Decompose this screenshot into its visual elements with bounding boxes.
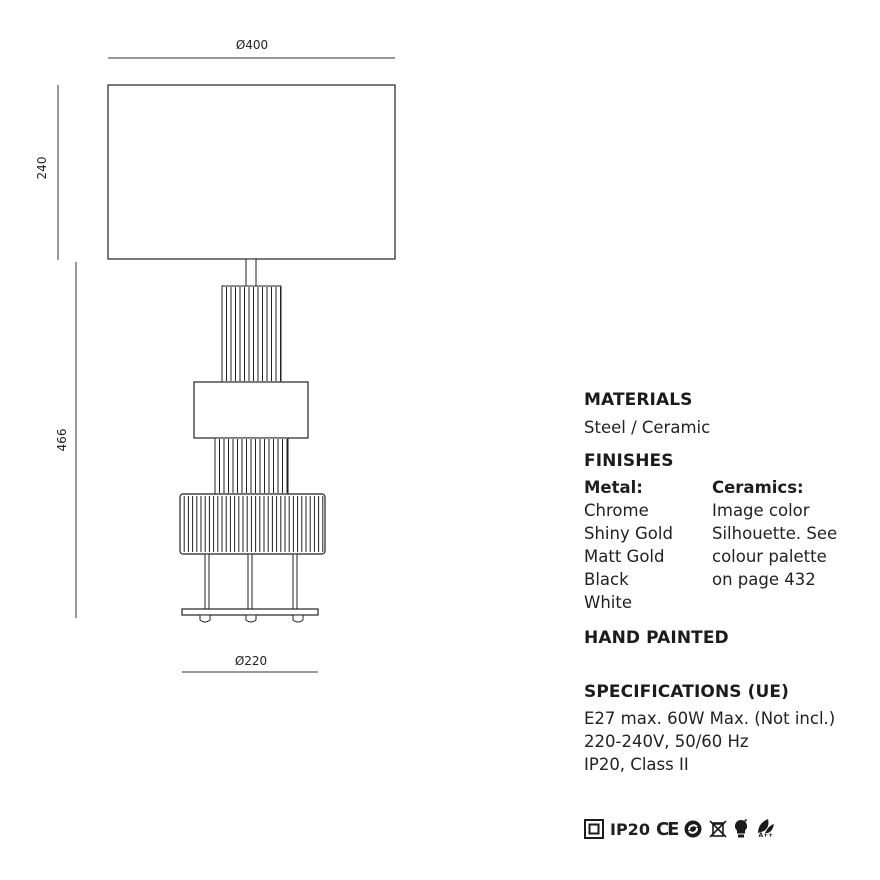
upper-fluted-section <box>222 286 281 382</box>
class-ii-icon <box>584 819 604 839</box>
metal-item: Matt Gold <box>584 547 665 566</box>
lower-fluted-drum <box>180 494 325 554</box>
specifications-list <box>584 707 874 776</box>
ceramics-line: Silhouette. See <box>712 524 838 543</box>
ce-mark-icon: CE <box>655 818 678 840</box>
spec-line: 220-240V, 50/60 Hz <box>584 732 749 751</box>
materials-text: Steel / Ceramic <box>584 418 711 437</box>
shade-diameter-label: Ø400 <box>235 38 269 52</box>
ceramics-label: Ceramics: <box>712 478 804 497</box>
spec-line: E27 max. 60W Max. (Not incl.) <box>584 709 836 728</box>
lamp-feet <box>200 615 303 622</box>
specifications-heading: SPECIFICATIONS (UE) <box>584 682 789 702</box>
lamp-legs <box>205 554 297 609</box>
weee-bin-icon <box>709 819 727 839</box>
middle-fluted-section <box>215 438 288 494</box>
lamp-shade <box>108 85 395 259</box>
plain-ring <box>194 382 308 438</box>
finishes-columns <box>584 476 874 614</box>
ip20-label: IP20 <box>610 819 650 839</box>
ceramics-line: Image color <box>712 501 810 520</box>
metal-item: Shiny Gold <box>584 524 673 543</box>
hand-painted-heading: HAND PAINTED <box>584 628 729 648</box>
product-info <box>584 390 874 776</box>
metal-label: Metal: <box>584 478 643 497</box>
lamp-stem <box>246 259 256 286</box>
finishes-heading: FINISHES <box>584 451 674 471</box>
base-height-label: 466 <box>55 428 69 452</box>
energy-class-icon <box>755 818 775 840</box>
recycle-icon <box>683 819 703 839</box>
metal-item: Black <box>584 570 629 589</box>
ceramics-column <box>712 476 862 614</box>
certification-icons <box>584 818 775 840</box>
ceramics-line: on page 432 <box>712 570 816 589</box>
base-diameter-label: Ø220 <box>234 654 268 668</box>
metal-item: Chrome <box>584 501 649 520</box>
metal-item: White <box>584 593 632 612</box>
ceramics-line: colour palette <box>712 547 827 566</box>
base-plate <box>182 609 318 615</box>
metal-column <box>584 476 712 614</box>
spec-line: IP20, Class II <box>584 755 689 774</box>
bulb-icon <box>733 819 749 839</box>
energy-class-label: A++ <box>758 832 774 839</box>
materials-heading: MATERIALS <box>584 390 693 410</box>
shade-height-label: 240 <box>35 156 49 180</box>
